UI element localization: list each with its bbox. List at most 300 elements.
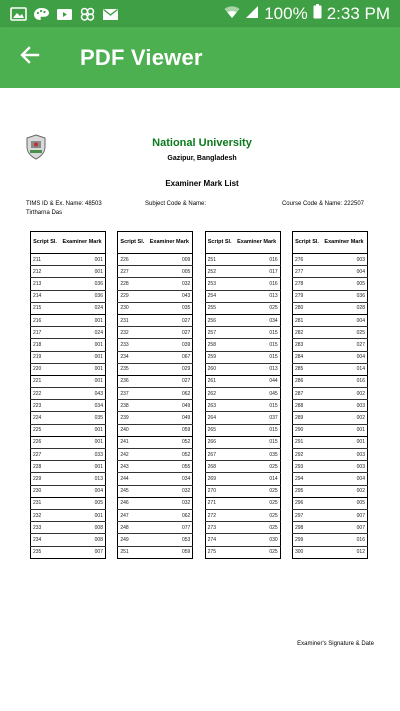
- examiner-mark-cell: 032: [146, 278, 192, 290]
- table-row: [118, 436, 193, 448]
- table-header-row: [292, 232, 367, 254]
- table-row: [205, 363, 280, 375]
- script-sl-cell: 249: [118, 534, 147, 546]
- table-row: [31, 522, 106, 534]
- table-row: [118, 290, 193, 302]
- examiner-mark-cell: 005: [321, 497, 367, 509]
- table-row: [205, 412, 280, 424]
- examiner-mark-header: Examiner Mark: [321, 232, 367, 254]
- table-row: [205, 424, 280, 436]
- examiner-mark-cell: 049: [146, 400, 192, 412]
- table-row: [31, 327, 106, 339]
- table-row: [292, 522, 367, 534]
- script-sl-cell: 248: [118, 522, 147, 534]
- table-row: [292, 302, 367, 314]
- clock: 2:33 PM: [326, 3, 390, 23]
- examiner-mark-cell: 044: [234, 375, 280, 387]
- script-sl-cell: 223: [31, 400, 60, 412]
- table-row: [292, 375, 367, 387]
- script-sl-cell: 229: [118, 290, 147, 302]
- script-sl-cell: 243: [118, 461, 147, 473]
- arrow-left-icon: [20, 45, 40, 70]
- table-row: [118, 302, 193, 314]
- table-row: [118, 278, 193, 290]
- examiner-mark-cell: 003: [321, 400, 367, 412]
- examiner-mark-cell: 001: [59, 254, 105, 266]
- script-sl-cell: 224: [31, 412, 60, 424]
- script-sl-cell: 259: [205, 351, 234, 363]
- table-row: [292, 363, 367, 375]
- examiner-mark-cell: 014: [234, 473, 280, 485]
- examiner-mark-cell: 008: [59, 534, 105, 546]
- examiner-mark-cell: 025: [234, 546, 280, 558]
- pdf-page: [22, 132, 382, 652]
- subject-code-label: Subject Code & Name:: [145, 201, 207, 207]
- table-row: [292, 254, 367, 266]
- table-row: [31, 375, 106, 387]
- script-sl-cell: 294: [292, 473, 321, 485]
- table-row: [31, 278, 106, 290]
- script-sl-cell: 231: [118, 314, 147, 326]
- examiner-mark-cell: 035: [146, 302, 192, 314]
- table-row: [31, 302, 106, 314]
- examiner-mark-cell: 027: [146, 375, 192, 387]
- table-row: [118, 497, 193, 509]
- script-sl-cell: 256: [205, 314, 234, 326]
- script-sl-cell: 219: [31, 351, 60, 363]
- script-sl-cell: 296: [292, 497, 321, 509]
- pdf-viewer[interactable]: [0, 88, 400, 711]
- examiner-mark-cell: 045: [234, 388, 280, 400]
- examiner-mark-cell: 027: [146, 314, 192, 326]
- table-row: [205, 485, 280, 497]
- script-sl-cell: 242: [118, 449, 147, 461]
- table-row: [118, 363, 193, 375]
- script-sl-cell: 277: [292, 266, 321, 278]
- battery-icon: [313, 4, 322, 24]
- examiner-mark-cell: 062: [146, 388, 192, 400]
- table-row: [205, 314, 280, 326]
- examiner-mark-cell: 030: [234, 534, 280, 546]
- table-header-row: [118, 232, 193, 254]
- examiner-mark-cell: 043: [146, 290, 192, 302]
- script-sl-cell: 251: [118, 546, 147, 558]
- table-row: [31, 534, 106, 546]
- script-sl-header: Script Sl.: [292, 232, 321, 254]
- examiner-mark-cell: 039: [146, 339, 192, 351]
- examiner-mark-cell: 036: [321, 290, 367, 302]
- script-sl-cell: 267: [205, 449, 234, 461]
- examiner-mark-cell: 004: [59, 485, 105, 497]
- table-row: [31, 461, 106, 473]
- examiner-mark-cell: 009: [146, 254, 192, 266]
- mark-table-column: [292, 231, 368, 559]
- script-sl-cell: 237: [118, 388, 147, 400]
- table-row: [292, 436, 367, 448]
- table-row: [292, 473, 367, 485]
- script-sl-cell: 228: [118, 278, 147, 290]
- examiner-mark-cell: 024: [59, 302, 105, 314]
- script-sl-cell: 244: [118, 473, 147, 485]
- examiner-mark-cell: 035: [234, 449, 280, 461]
- examiner-mark-cell: 004: [321, 473, 367, 485]
- script-sl-cell: 290: [292, 424, 321, 436]
- table-row: [31, 266, 106, 278]
- examiner-mark-cell: 015: [234, 400, 280, 412]
- table-row: [205, 436, 280, 448]
- script-sl-cell: 292: [292, 449, 321, 461]
- examiner-mark-cell: 024: [59, 327, 105, 339]
- script-sl-cell: 297: [292, 509, 321, 521]
- table-row: [31, 485, 106, 497]
- examiner-mark-header: Examiner Mark: [234, 232, 280, 254]
- script-sl-cell: 215: [31, 302, 60, 314]
- examiner-mark-cell: 001: [59, 351, 105, 363]
- table-row: [292, 400, 367, 412]
- table-row: [205, 509, 280, 521]
- script-sl-cell: 261: [205, 375, 234, 387]
- examiner-mark-header: Examiner Mark: [59, 232, 105, 254]
- examiner-mark-header: Examiner Mark: [146, 232, 192, 254]
- script-sl-cell: 233: [31, 522, 60, 534]
- script-sl-cell: 271: [205, 497, 234, 509]
- script-sl-cell: 266: [205, 436, 234, 448]
- script-sl-cell: 299: [292, 534, 321, 546]
- table-row: [118, 266, 193, 278]
- examiner-mark-cell: 053: [146, 534, 192, 546]
- table-row: [292, 327, 367, 339]
- examiner-mark-cell: 037: [234, 412, 280, 424]
- script-sl-cell: 227: [118, 266, 147, 278]
- examiner-mark-cell: 005: [59, 497, 105, 509]
- table-row: [292, 546, 367, 558]
- table-header-row: [31, 232, 106, 254]
- examiner-mark-cell: 015: [234, 351, 280, 363]
- script-sl-cell: 273: [205, 522, 234, 534]
- table-row: [292, 278, 367, 290]
- course-code-label: Course Code & Name: 222507: [281, 201, 364, 207]
- script-sl-cell: 284: [292, 351, 321, 363]
- examiner-mark-cell: 016: [321, 375, 367, 387]
- script-sl-cell: 268: [205, 461, 234, 473]
- script-sl-cell: 230: [31, 485, 60, 497]
- examiner-mark-cell: 001: [321, 436, 367, 448]
- table-row: [292, 351, 367, 363]
- examiner-mark-cell: 052: [146, 436, 192, 448]
- script-sl-cell: 239: [118, 412, 147, 424]
- examiner-mark-cell: 052: [146, 449, 192, 461]
- table-row: [118, 534, 193, 546]
- signal-icon: [245, 4, 259, 24]
- table-row: [31, 290, 106, 302]
- examiner-mark-cell: 035: [59, 412, 105, 424]
- examiner-mark-cell: 077: [146, 522, 192, 534]
- table-row: [205, 388, 280, 400]
- script-sl-header: Script Sl.: [205, 232, 234, 254]
- table-row: [118, 254, 193, 266]
- script-sl-cell: 214: [31, 290, 60, 302]
- script-sl-cell: 274: [205, 534, 234, 546]
- table-row: [205, 400, 280, 412]
- script-sl-cell: 287: [292, 388, 321, 400]
- script-sl-cell: 218: [31, 339, 60, 351]
- table-row: [118, 412, 193, 424]
- table-row: [118, 424, 193, 436]
- script-sl-cell: 238: [118, 400, 147, 412]
- script-sl-cell: 282: [292, 327, 321, 339]
- script-sl-cell: 278: [292, 278, 321, 290]
- table-row: [31, 400, 106, 412]
- table-row: [205, 546, 280, 558]
- script-sl-cell: 246: [118, 497, 147, 509]
- examiner-mark-cell: 012: [321, 546, 367, 558]
- examiner-mark-cell: 004: [321, 314, 367, 326]
- examiner-mark-cell: 032: [146, 485, 192, 497]
- examiner-mark-cell: 015: [234, 436, 280, 448]
- examiner-mark-cell: 001: [59, 509, 105, 521]
- examiner-mark-cell: 002: [321, 485, 367, 497]
- table-row: [31, 449, 106, 461]
- script-sl-cell: 288: [292, 400, 321, 412]
- table-row: [31, 351, 106, 363]
- table-row: [205, 461, 280, 473]
- examiner-mark-cell: 034: [146, 473, 192, 485]
- mark-table-column: [117, 231, 193, 559]
- examiner-mark-cell: 059: [146, 546, 192, 558]
- table-row: [205, 497, 280, 509]
- fan-icon: [79, 7, 96, 21]
- table-row: [292, 266, 367, 278]
- examiner-mark-cell: 001: [59, 461, 105, 473]
- examiner-name: Tirtharna Das: [26, 210, 63, 216]
- mark-table-column: [205, 231, 281, 559]
- status-bar: [0, 0, 400, 27]
- table-row: [292, 388, 367, 400]
- examiner-mark-cell: 014: [321, 363, 367, 375]
- script-sl-cell: 258: [205, 339, 234, 351]
- examiner-mark-cell: 016: [234, 254, 280, 266]
- script-sl-cell: 216: [31, 314, 60, 326]
- table-row: [292, 534, 367, 546]
- script-sl-cell: 262: [205, 388, 234, 400]
- script-sl-cell: 255: [205, 302, 234, 314]
- examiner-mark-cell: 002: [321, 412, 367, 424]
- examiner-mark-cell: 055: [146, 461, 192, 473]
- script-sl-cell: 226: [118, 254, 147, 266]
- script-sl-cell: 234: [118, 351, 147, 363]
- examiner-mark-cell: 036: [59, 290, 105, 302]
- script-sl-cell: 289: [292, 412, 321, 424]
- examiner-mark-cell: 034: [234, 314, 280, 326]
- table-row: [118, 522, 193, 534]
- script-sl-cell: 212: [31, 266, 60, 278]
- university-location: Gazipur, Bangladesh: [167, 155, 237, 162]
- examiner-mark-cell: 001: [59, 375, 105, 387]
- examiner-mark-cell: 005: [146, 266, 192, 278]
- table-row: [205, 375, 280, 387]
- table-row: [31, 509, 106, 521]
- examiner-mark-cell: 033: [59, 449, 105, 461]
- table-row: [205, 327, 280, 339]
- table-row: [205, 449, 280, 461]
- photo-icon: [10, 7, 27, 21]
- script-sl-cell: 227: [31, 449, 60, 461]
- app-bar: [0, 27, 400, 88]
- script-sl-cell: 211: [31, 254, 60, 266]
- script-sl-cell: 231: [31, 497, 60, 509]
- script-sl-cell: 272: [205, 509, 234, 521]
- mark-table-column: [30, 231, 106, 559]
- table-row: [31, 412, 106, 424]
- examiner-mark-cell: 007: [59, 546, 105, 558]
- examiner-mark-cell: 059: [146, 424, 192, 436]
- script-sl-cell: 253: [205, 278, 234, 290]
- examiner-mark-cell: 016: [234, 278, 280, 290]
- examiner-mark-cell: 017: [234, 266, 280, 278]
- script-sl-cell: 241: [118, 436, 147, 448]
- examiner-mark-cell: 001: [59, 436, 105, 448]
- table-row: [205, 266, 280, 278]
- script-sl-cell: 295: [292, 485, 321, 497]
- script-sl-cell: 298: [292, 522, 321, 534]
- script-sl-cell: 222: [31, 388, 60, 400]
- script-sl-cell: 285: [292, 363, 321, 375]
- examiner-mark-cell: 001: [59, 363, 105, 375]
- examiner-mark-cell: 001: [59, 424, 105, 436]
- script-sl-cell: 264: [205, 412, 234, 424]
- examiner-mark-cell: 007: [321, 522, 367, 534]
- script-sl-header: Script Sl.: [31, 232, 60, 254]
- script-sl-cell: 240: [118, 424, 147, 436]
- script-sl-cell: 270: [205, 485, 234, 497]
- script-sl-cell: 269: [205, 473, 234, 485]
- examiner-mark-cell: 003: [321, 449, 367, 461]
- script-sl-cell: 225: [31, 424, 60, 436]
- examiner-mark-cell: 043: [59, 388, 105, 400]
- script-sl-cell: 233: [118, 339, 147, 351]
- examiner-mark-cell: 015: [234, 339, 280, 351]
- script-sl-cell: 281: [292, 314, 321, 326]
- table-row: [118, 509, 193, 521]
- examiner-mark-cell: 025: [234, 302, 280, 314]
- table-row: [292, 461, 367, 473]
- table-row: [118, 375, 193, 387]
- examiner-mark-cell: 067: [146, 351, 192, 363]
- table-row: [31, 314, 106, 326]
- table-row: [118, 314, 193, 326]
- script-sl-cell: 279: [292, 290, 321, 302]
- table-row: [292, 412, 367, 424]
- examiner-mark-cell: 002: [321, 388, 367, 400]
- script-sl-cell: 257: [205, 327, 234, 339]
- table-row: [118, 485, 193, 497]
- script-sl-cell: 220: [31, 363, 60, 375]
- examiner-mark-cell: 003: [321, 461, 367, 473]
- examiner-mark-cell: 025: [234, 509, 280, 521]
- script-sl-cell: 265: [205, 424, 234, 436]
- table-row: [292, 314, 367, 326]
- table-row: [205, 522, 280, 534]
- examiner-mark-cell: 013: [59, 473, 105, 485]
- table-row: [292, 509, 367, 521]
- examiner-mark-cell: 027: [321, 339, 367, 351]
- examiner-mark-cell: 025: [321, 327, 367, 339]
- examiner-mark-cell: 025: [234, 497, 280, 509]
- university-name: National University: [152, 137, 252, 149]
- script-sl-cell: 235: [118, 363, 147, 375]
- table-row: [118, 339, 193, 351]
- examiner-mark-cell: 062: [146, 509, 192, 521]
- table-row: [205, 254, 280, 266]
- table-row: [118, 351, 193, 363]
- script-sl-cell: 234: [31, 534, 60, 546]
- app-title: PDF Viewer: [80, 44, 203, 70]
- table-row: [31, 424, 106, 436]
- examiner-mark-cell: 028: [321, 302, 367, 314]
- examiner-mark-cell: 001: [59, 266, 105, 278]
- script-sl-cell: 247: [118, 509, 147, 521]
- examiner-mark-cell: 027: [146, 327, 192, 339]
- examiner-mark-cell: 015: [234, 424, 280, 436]
- battery-percent: 100%: [264, 3, 308, 23]
- table-row: [31, 473, 106, 485]
- script-sl-cell: 286: [292, 375, 321, 387]
- script-sl-cell: 300: [292, 546, 321, 558]
- table-row: [118, 400, 193, 412]
- examiner-mark-cell: 032: [146, 497, 192, 509]
- script-sl-cell: 276: [292, 254, 321, 266]
- table-row: [205, 339, 280, 351]
- table-row: [31, 339, 106, 351]
- system-status: [224, 4, 390, 24]
- table-row: [205, 290, 280, 302]
- script-sl-cell: 235: [31, 546, 60, 558]
- table-row: [292, 449, 367, 461]
- table-row: [292, 290, 367, 302]
- table-row: [118, 327, 193, 339]
- mark-list-table: [30, 231, 368, 559]
- table-row: [31, 436, 106, 448]
- examiner-mark-cell: 005: [321, 278, 367, 290]
- wifi-icon: [224, 4, 240, 24]
- media-icon: [56, 7, 73, 21]
- table-row: [292, 497, 367, 509]
- script-sl-cell: 228: [31, 461, 60, 473]
- table-row: [31, 388, 106, 400]
- examiner-mark-cell: 001: [59, 314, 105, 326]
- palette-icon: [33, 7, 50, 21]
- table-row: [205, 351, 280, 363]
- examiner-mark-cell: 008: [59, 522, 105, 534]
- table-row: [31, 254, 106, 266]
- examiner-mark-cell: 016: [321, 534, 367, 546]
- examiner-mark-cell: 025: [234, 522, 280, 534]
- script-sl-cell: 230: [118, 302, 147, 314]
- table-row: [205, 302, 280, 314]
- back-button[interactable]: [0, 27, 60, 88]
- script-sl-cell: 226: [31, 436, 60, 448]
- signature-label: Examiner's Signature & Date: [297, 641, 374, 647]
- examiner-mark-cell: 036: [59, 278, 105, 290]
- script-sl-cell: 291: [292, 436, 321, 448]
- table-row: [205, 278, 280, 290]
- table-row: [118, 473, 193, 485]
- script-sl-cell: 280: [292, 302, 321, 314]
- table-row: [292, 485, 367, 497]
- notification-icons: [10, 7, 119, 21]
- document-title: Examiner Mark List: [165, 179, 239, 188]
- script-sl-cell: 263: [205, 400, 234, 412]
